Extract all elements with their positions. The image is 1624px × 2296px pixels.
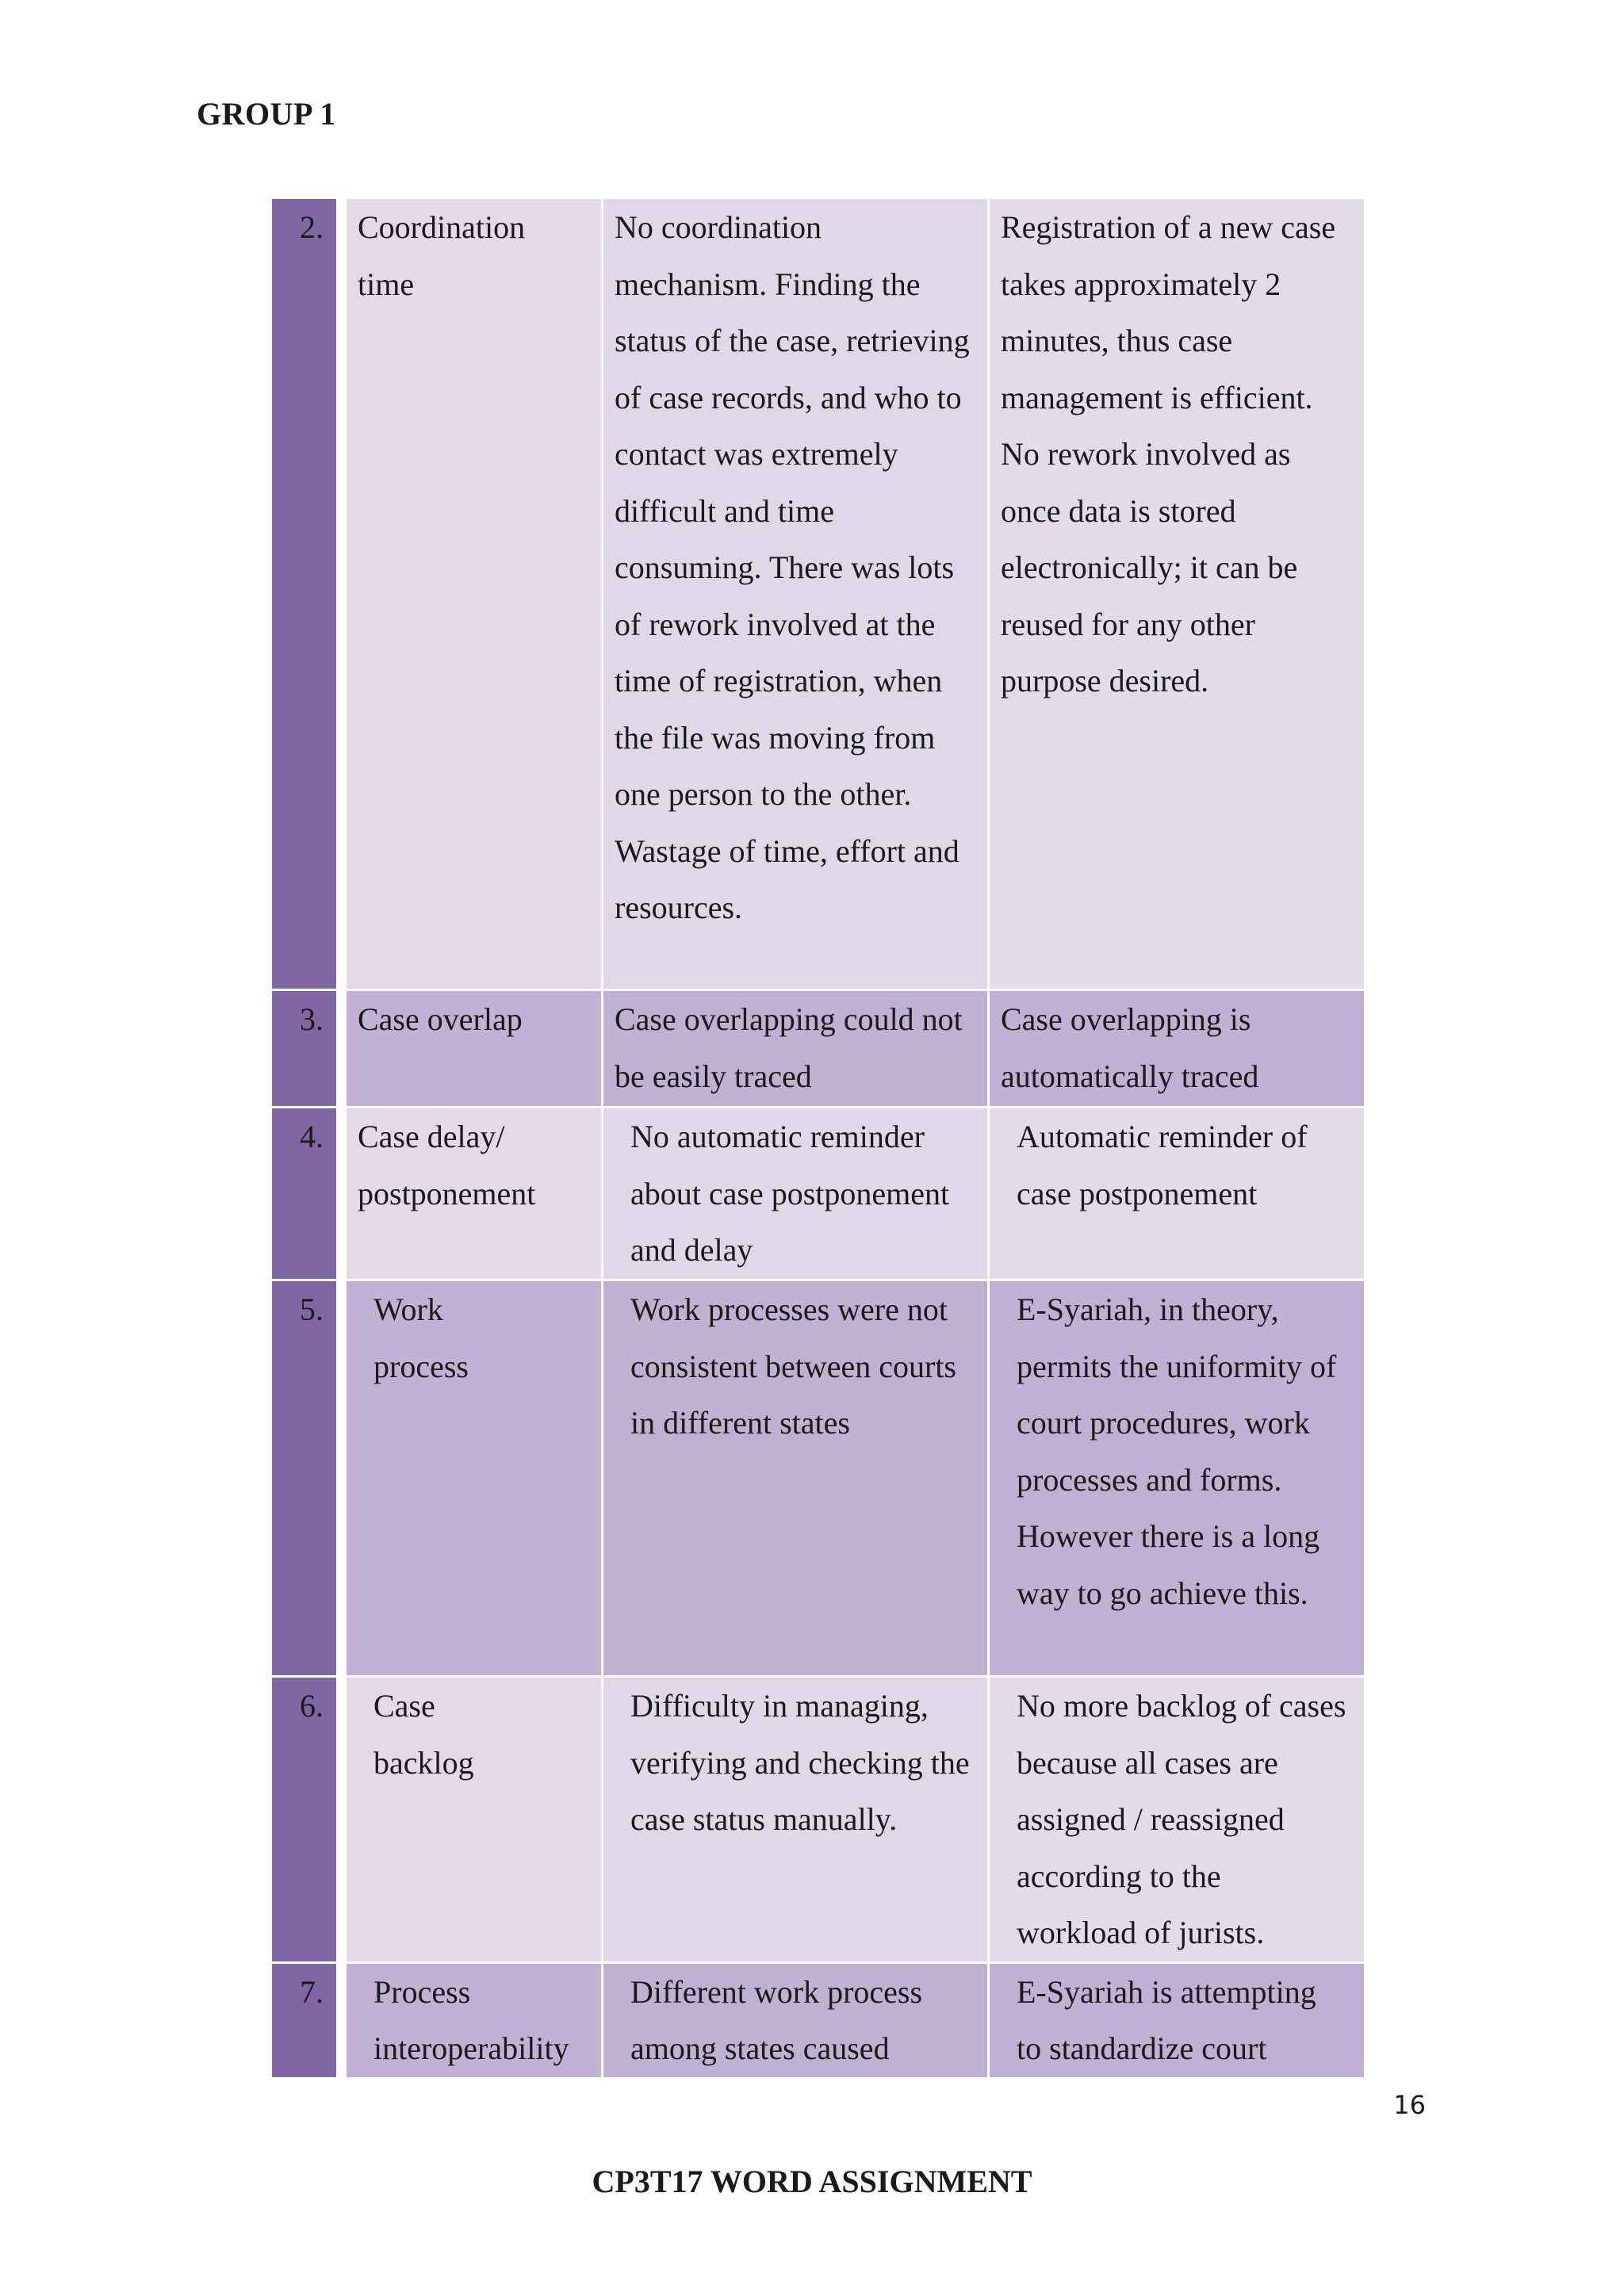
table-row xyxy=(271,1280,1365,1677)
row-number: 4. xyxy=(271,1108,338,1280)
column-gap xyxy=(338,1108,346,1280)
after-cell: Case overlapping is automatically traced xyxy=(989,990,1365,1108)
comparison-table xyxy=(270,197,1366,2080)
table-row xyxy=(271,1108,1365,1280)
aspect-cell: Case overlap xyxy=(346,990,603,1108)
after-cell: No more backlog of cases because all cases are assigned / reassigned according to the workload of jurists. xyxy=(989,1677,1365,1963)
table-row xyxy=(271,1962,1365,2078)
after-cell: Automatic reminder of case postponement xyxy=(989,1108,1365,1280)
before-cell: Work processes were not consistent between courts in different states xyxy=(603,1280,989,1677)
before-cell: Case overlapping could not be easily traced xyxy=(603,990,989,1108)
row-number: 2. xyxy=(271,198,338,990)
aspect-cell: Case delay/ postponement xyxy=(346,1108,603,1280)
table-row xyxy=(271,1677,1365,1963)
aspect-cell: Work process xyxy=(346,1280,603,1677)
document-footer: CP3T17 WORD ASSIGNMENT xyxy=(592,2164,1032,2199)
after-cell: E-Syariah, in theory, permits the uniformity of court procedures, work processes and forms. However there is a long way to go achieve this. xyxy=(989,1280,1365,1677)
aspect-cell: Case backlog xyxy=(346,1677,603,1963)
column-gap xyxy=(338,1677,346,1963)
document-header: GROUP 1 xyxy=(197,96,336,132)
aspect-cell: Process interoperability xyxy=(346,1962,603,2078)
column-gap xyxy=(338,990,346,1108)
before-cell: Difficulty in managing, verifying and checking the case status manually. xyxy=(603,1677,989,1963)
row-number: 6. xyxy=(271,1677,338,1963)
aspect-cell: Coordination time xyxy=(346,198,603,990)
row-number: 5. xyxy=(271,1280,338,1677)
after-cell: Registration of a new case takes approximately 2 minutes, thus case management is efficient. No rework involved as once data is stored electronically; it can be reused for any other purpose desired. xyxy=(989,198,1365,990)
before-cell: No automatic reminder about case postponement and delay xyxy=(603,1108,989,1280)
column-gap xyxy=(338,1962,346,2078)
page-number: 16 xyxy=(1393,2090,1426,2120)
after-cell: E-Syariah is attempting to standardize court xyxy=(989,1962,1365,2078)
column-gap xyxy=(338,1280,346,1677)
before-cell: Different work process among states caused xyxy=(603,1962,989,2078)
row-number: 3. xyxy=(271,990,338,1108)
table-row xyxy=(271,990,1365,1108)
row-number: 7. xyxy=(271,1962,338,2078)
column-gap xyxy=(338,198,346,990)
table-row xyxy=(271,198,1365,990)
before-cell: No coordination mechanism. Finding the status of the case, retrieving of case records, and who to contact was extremely difficult and time consuming. There was lots of rework involved at the time of registration, when the file was moving from one person to the other. Wastage of time, effort and resources. xyxy=(603,198,989,990)
